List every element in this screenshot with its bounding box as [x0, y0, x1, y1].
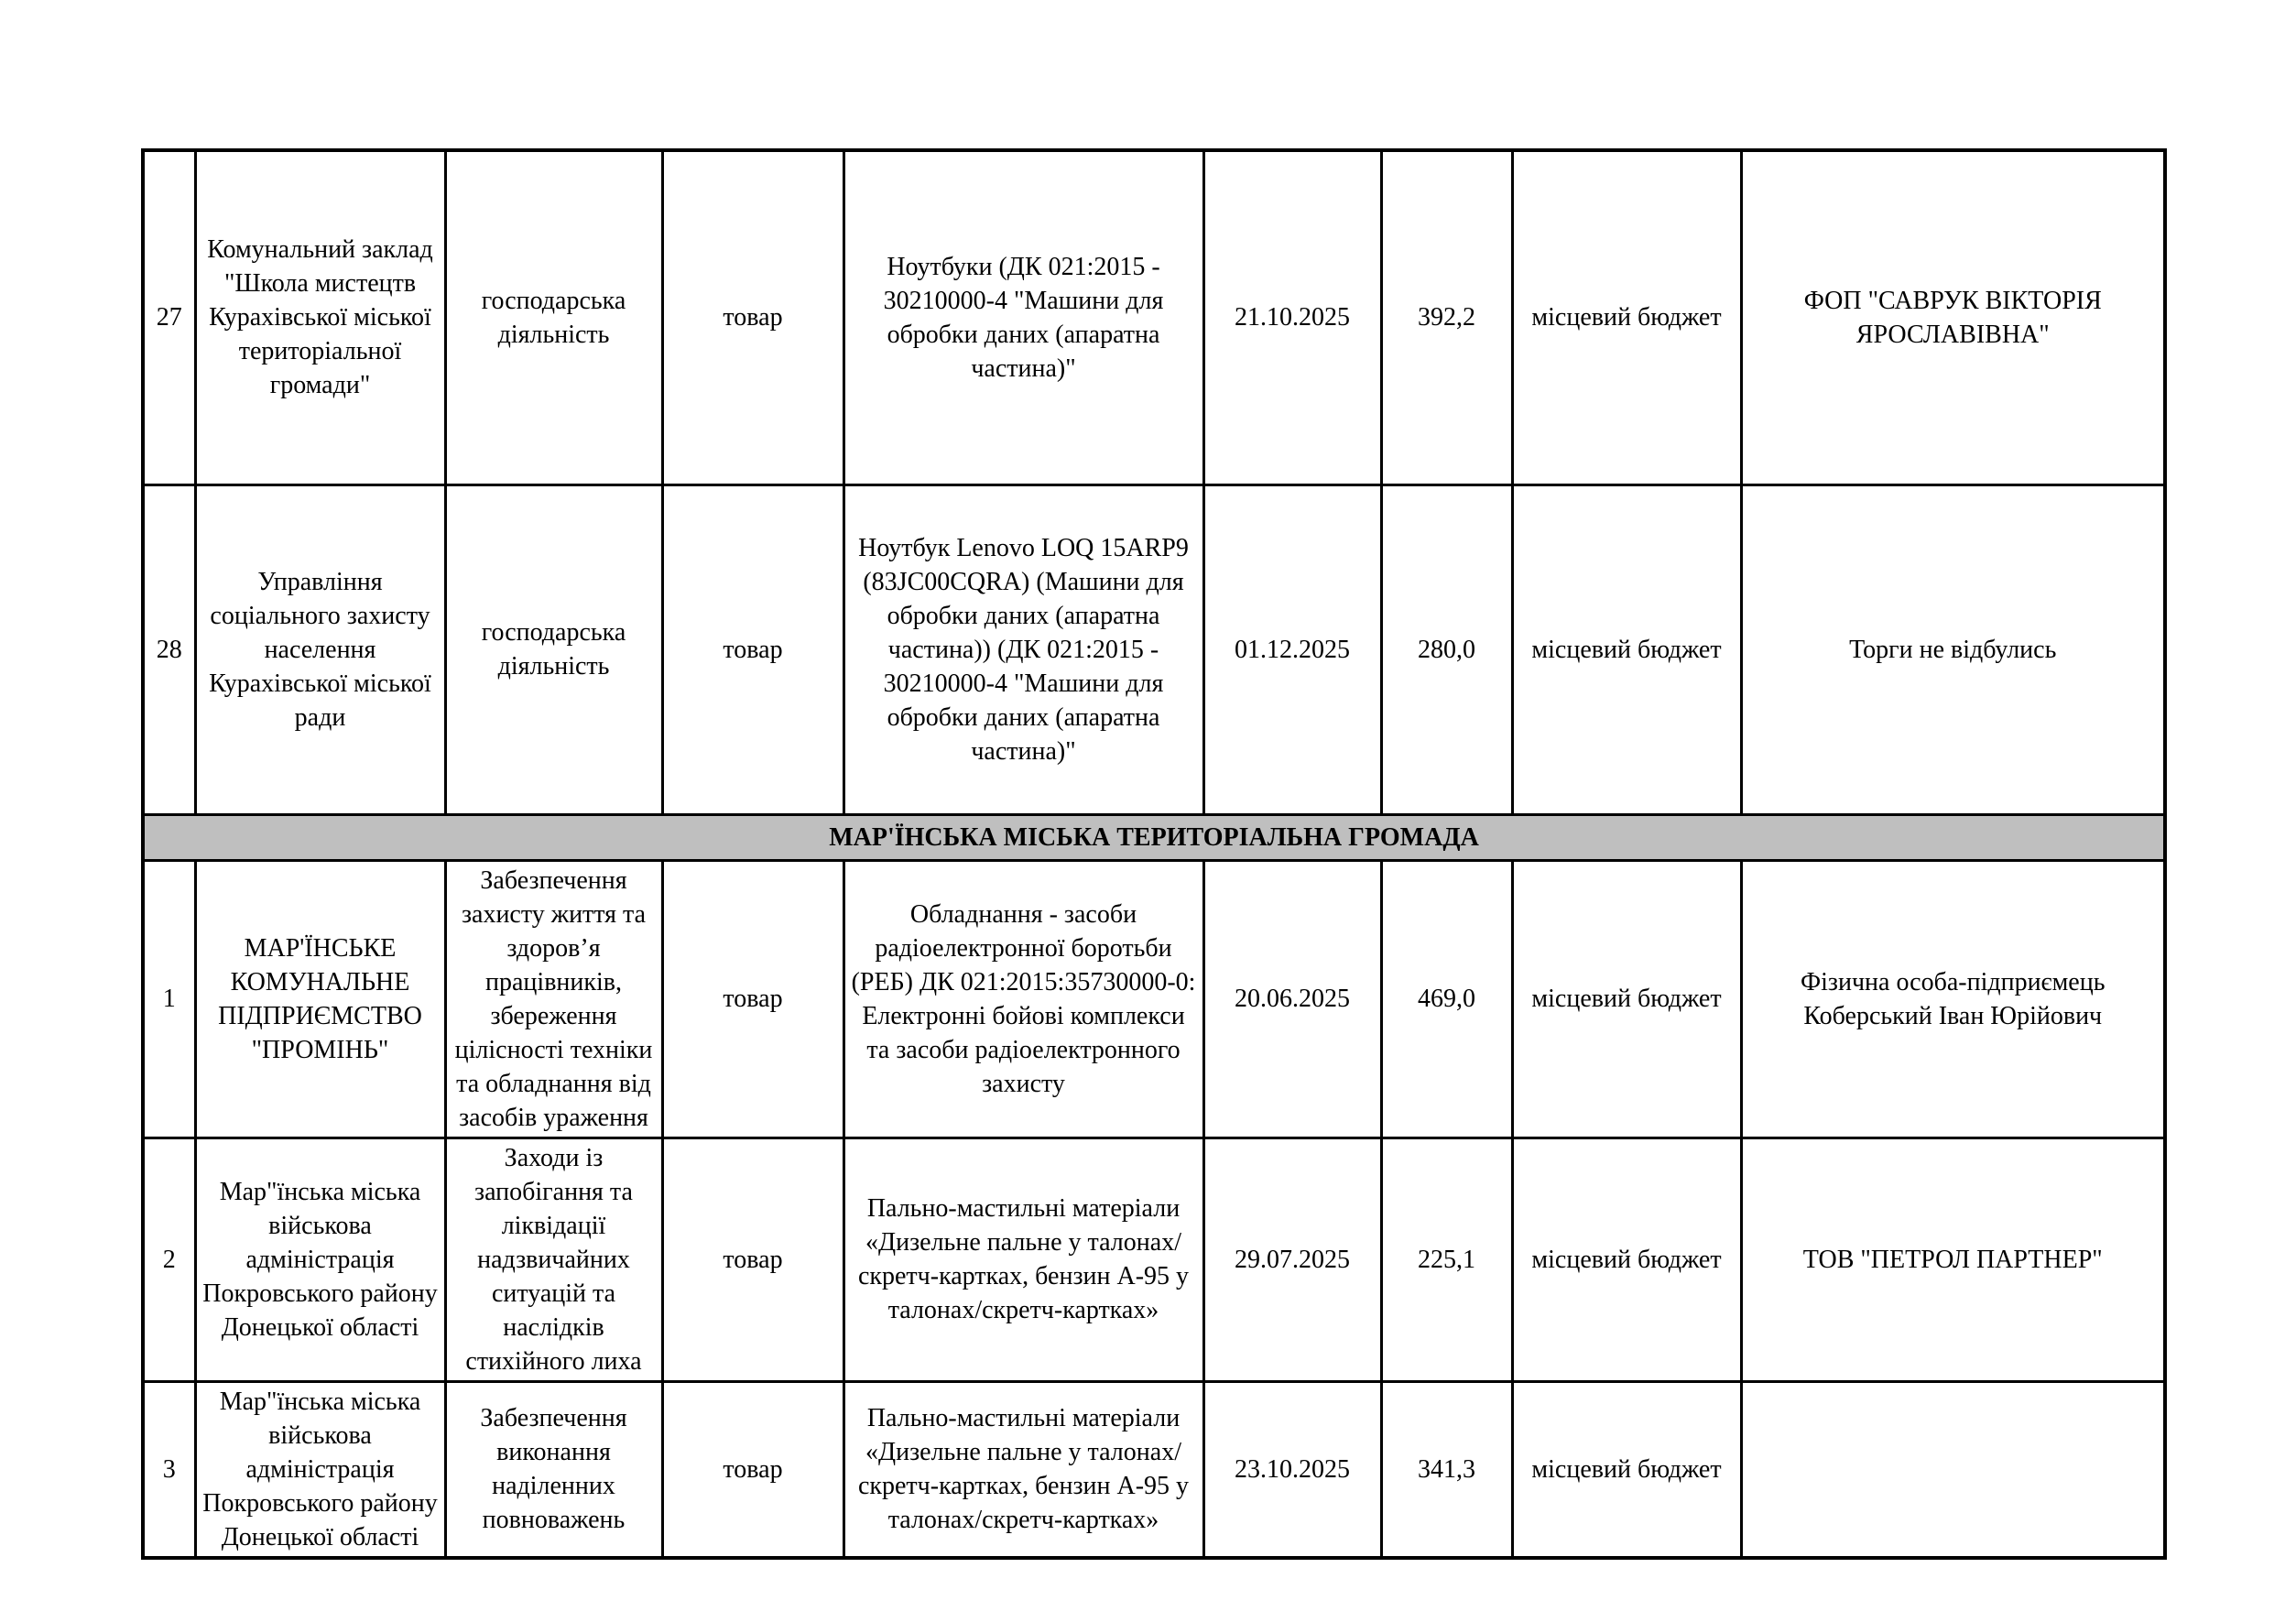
table-body — [143, 150, 2165, 1558]
amount-cell: 341,3 — [1381, 1381, 1512, 1558]
description-cell: Ноутбук Lenovo LOQ 15ARP9 (83JC00CQRA) (Машини для обробки даних (апаратна частина)) (ДК 021:2015 - 30210000-4 "Машини для обробки даних (апаратна частина)" — [843, 484, 1203, 814]
date-cell: 01.12.2025 — [1203, 484, 1381, 814]
amount-cell: 280,0 — [1381, 484, 1512, 814]
budget-cell: місцевий бюджет — [1512, 860, 1741, 1138]
supplier-cell: ФОП "САВРУК ВІКТОРІЯ ЯРОСЛАВІВНА" — [1741, 150, 2165, 484]
date-cell: 21.10.2025 — [1203, 150, 1381, 484]
organization-cell: Мар"їнська міська військова адміністрація Покровського району Донецької області — [195, 1138, 445, 1381]
organization-cell: Мар"їнська міська військова адміністрація Покровського району Донецької області — [195, 1381, 445, 1558]
item-type-cell: товар — [662, 1381, 843, 1558]
description-cell: Ноутбуки (ДК 021:2015 - 30210000-4 "Машини для обробки даних (апаратна частина)" — [843, 150, 1203, 484]
activity-cell: господарська діяльність — [445, 150, 662, 484]
date-cell: 29.07.2025 — [1203, 1138, 1381, 1381]
description-cell: Пально-мастильні матеріали «Дизельне пальне у талонах/скретч-картках, бензин А-95 у талонах/скретч-картках» — [843, 1381, 1203, 1558]
activity-cell: Заходи із запобігання та ліквідації надзвичайних ситуацій та наслідків стихійного лиха — [445, 1138, 662, 1381]
row-number-cell: 3 — [143, 1381, 195, 1558]
amount-cell: 469,0 — [1381, 860, 1512, 1138]
description-cell: Обладнання - засоби радіоелектронної боротьби (РЕБ) ДК 021:2015:35730000-0: Електронні бойові комплекси та засоби радіоелектронного захисту — [843, 860, 1203, 1138]
supplier-cell: Торги не відбулись — [1741, 484, 2165, 814]
row-number-cell: 28 — [143, 484, 195, 814]
date-cell: 23.10.2025 — [1203, 1381, 1381, 1558]
procurement-table — [141, 148, 2167, 1560]
budget-cell: місцевий бюджет — [1512, 150, 1741, 484]
supplier-cell — [1741, 1381, 2165, 1558]
organization-cell: Управління соціального захисту населення Курахівської міської ради — [195, 484, 445, 814]
table-row — [143, 1138, 2165, 1381]
section-header: МАР'ЇНСЬКА МІСЬКА ТЕРИТОРІАЛЬНА ГРОМАДА — [143, 814, 2165, 860]
table-row — [143, 1381, 2165, 1558]
row-number-cell: 27 — [143, 150, 195, 484]
budget-cell: місцевий бюджет — [1512, 484, 1741, 814]
organization-cell: МАР'ЇНСЬКЕ КОМУНАЛЬНЕ ПІДПРИЄМСТВО "ПРОМІНЬ" — [195, 860, 445, 1138]
table-row — [143, 484, 2165, 814]
table-row — [143, 860, 2165, 1138]
supplier-cell: ТОВ "ПЕТРОЛ ПАРТНЕР" — [1741, 1138, 2165, 1381]
amount-cell: 225,1 — [1381, 1138, 1512, 1381]
budget-cell: місцевий бюджет — [1512, 1138, 1741, 1381]
item-type-cell: товар — [662, 1138, 843, 1381]
table-row — [143, 150, 2165, 484]
row-number-cell: 1 — [143, 860, 195, 1138]
item-type-cell: товар — [662, 150, 843, 484]
activity-cell: Забезпечення виконання наділенних повноважень — [445, 1381, 662, 1558]
budget-cell: місцевий бюджет — [1512, 1381, 1741, 1558]
supplier-cell: Фізична особа-підприємець Коберський Іван Юрійович — [1741, 860, 2165, 1138]
description-cell: Пально-мастильні матеріали «Дизельне пальне у талонах/скретч-картках, бензин А-95 у талонах/скретч-картках» — [843, 1138, 1203, 1381]
item-type-cell: товар — [662, 860, 843, 1138]
amount-cell: 392,2 — [1381, 150, 1512, 484]
date-cell: 20.06.2025 — [1203, 860, 1381, 1138]
activity-cell: господарська діяльність — [445, 484, 662, 814]
activity-cell: Забезпечення захисту життя та здоров’я працівників, збереження цілісності техніки та обладнання від засобів ураження — [445, 860, 662, 1138]
section-header-row — [143, 814, 2165, 860]
item-type-cell: товар — [662, 484, 843, 814]
row-number-cell: 2 — [143, 1138, 195, 1381]
organization-cell: Комунальний заклад "Школа мистецтв Курахівської міської територіальної громади" — [195, 150, 445, 484]
